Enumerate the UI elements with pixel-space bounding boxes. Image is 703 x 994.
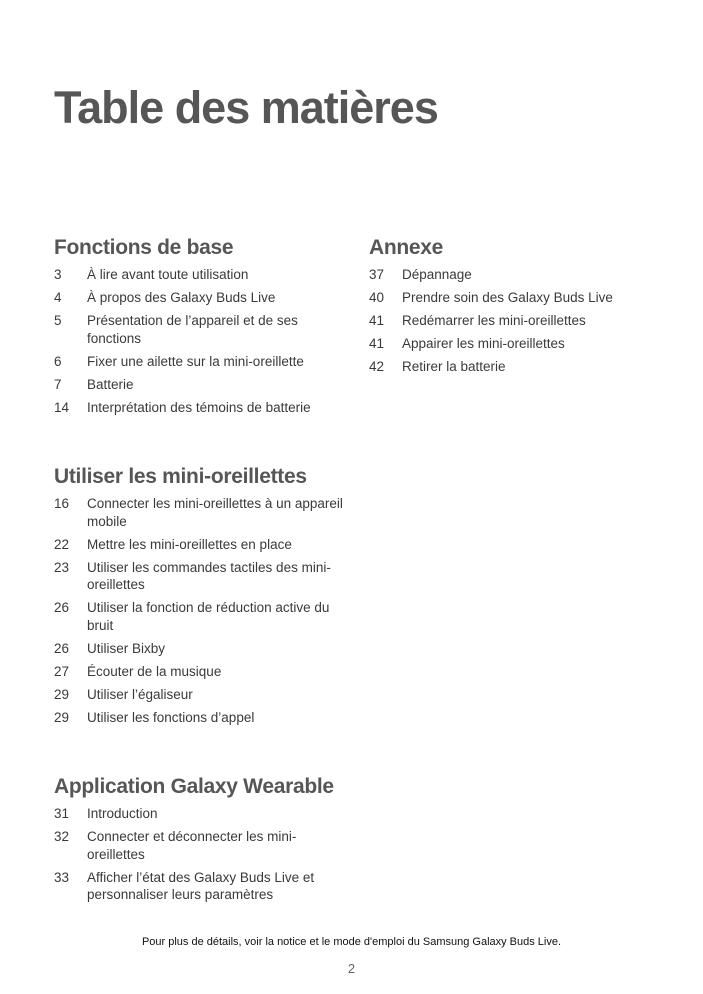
toc-entry[interactable] xyxy=(369,266,659,284)
toc-page-number: 29 xyxy=(54,709,70,725)
toc-entry[interactable] xyxy=(54,663,344,681)
toc-entry-label: Fixer une ailette sur la mini-oreillette xyxy=(87,353,304,369)
toc-page-number: 26 xyxy=(54,640,70,656)
toc-list xyxy=(369,266,659,376)
toc-page-number: 42 xyxy=(369,359,385,374)
toc-page-number: 33 xyxy=(54,869,70,885)
toc-page-number: 41 xyxy=(369,313,385,328)
toc-entry-label: À lire avant toute utilisation xyxy=(87,267,249,282)
toc-page-number: 27 xyxy=(54,663,70,679)
toc-entry[interactable] xyxy=(54,559,344,594)
toc-entry-label: Interprétation des témoins de batterie xyxy=(87,399,311,415)
page-title: Table des matières xyxy=(54,82,438,133)
toc-entry[interactable] xyxy=(54,266,344,284)
toc-entry[interactable] xyxy=(369,312,659,330)
toc-entry[interactable] xyxy=(54,640,344,658)
toc-page-number: 40 xyxy=(369,290,385,305)
toc-entry[interactable] xyxy=(54,805,344,823)
toc-entry[interactable] xyxy=(54,536,344,554)
toc-entry[interactable] xyxy=(54,828,344,863)
toc-entry-label: Écouter de la musique xyxy=(87,663,222,679)
toc-page-number: 29 xyxy=(54,686,70,702)
toc-entry-label: Retirer la batterie xyxy=(402,359,506,374)
toc-entry-label: Utiliser l’égaliseur xyxy=(87,686,193,702)
section-title: Fonctions de base xyxy=(54,236,234,259)
section-title: Utiliser les mini-oreillettes xyxy=(54,465,307,488)
toc-page-number: 3 xyxy=(54,267,62,282)
toc-page-number: 7 xyxy=(54,376,62,392)
section-annexe xyxy=(369,235,659,381)
page-number: 2 xyxy=(347,961,356,976)
toc-page-number: 16 xyxy=(54,496,70,511)
toc-entry-label: Connecter les mini-oreillettes à un appareil mobile xyxy=(87,496,343,529)
section-title: Application Galaxy Wearable xyxy=(54,775,334,798)
toc-page-number: 31 xyxy=(54,806,70,821)
toc-page-number: 5 xyxy=(54,313,62,328)
toc-page-number: 32 xyxy=(54,829,70,844)
toc-list xyxy=(54,266,344,416)
toc-list xyxy=(54,805,344,904)
toc-page-number: 41 xyxy=(369,336,385,351)
toc-entry-label: Utiliser la fonction de réduction active du bruit xyxy=(87,600,330,633)
toc-entry[interactable] xyxy=(54,495,344,530)
toc-entry-label: Introduction xyxy=(87,806,158,821)
toc-page-number: 26 xyxy=(54,600,70,615)
toc-entry[interactable] xyxy=(54,312,344,347)
toc-entry[interactable] xyxy=(54,869,344,904)
toc-page-number: 14 xyxy=(54,399,70,415)
toc-page-number: 22 xyxy=(54,536,70,552)
toc-entry-label: Présentation de l’appareil et de ses fonctions xyxy=(87,313,298,346)
section-title: Annexe xyxy=(369,236,444,259)
toc-page-number: 23 xyxy=(54,559,70,575)
toc-entry[interactable] xyxy=(54,686,344,704)
toc-list xyxy=(54,495,344,726)
toc-page-number: 37 xyxy=(369,267,385,282)
toc-entry-label: Prendre soin des Galaxy Buds Live xyxy=(402,290,613,305)
toc-entry-label: Appairer les mini-oreillettes xyxy=(402,336,565,351)
toc-entry[interactable] xyxy=(54,353,344,371)
toc-entry[interactable] xyxy=(54,599,344,634)
section-fonctions-de-base xyxy=(54,235,344,422)
footer-note: Pour plus de détails, voir la notice et le mode d'emploi du Samsung Galaxy Buds Live. xyxy=(141,936,562,948)
toc-page-number: 4 xyxy=(54,290,62,305)
toc-entry-label: Utiliser Bixby xyxy=(87,640,166,656)
section-utiliser-les-mini-oreillettes xyxy=(54,464,344,732)
toc-entry-label: Mettre les mini-oreillettes en place xyxy=(87,536,292,552)
toc-entry-label: Batterie xyxy=(87,376,134,392)
toc-entry[interactable] xyxy=(54,399,344,417)
toc-entry-label: Utiliser les fonctions d’appel xyxy=(87,709,255,725)
toc-entry-label: Afficher l’état des Galaxy Buds Live et personnaliser leurs paramètres xyxy=(87,869,315,902)
toc-entry-label: Utiliser les commandes tactiles des mini-oreillettes xyxy=(87,559,331,592)
toc-entry[interactable] xyxy=(369,289,659,307)
toc-entry[interactable] xyxy=(369,335,659,353)
toc-entry-label: Dépannage xyxy=(402,267,472,282)
section-application-galaxy-wearable xyxy=(54,774,344,909)
toc-page-number: 6 xyxy=(54,353,62,369)
toc-entry[interactable] xyxy=(369,358,659,376)
toc-entry[interactable] xyxy=(54,289,344,307)
toc-entry-label: À propos des Galaxy Buds Live xyxy=(87,290,276,305)
toc-entry-label: Connecter et déconnecter les mini-oreillettes xyxy=(87,829,297,862)
toc-entry-label: Redémarrer les mini-oreillettes xyxy=(402,313,586,328)
toc-entry[interactable] xyxy=(54,709,344,727)
toc-entry[interactable] xyxy=(54,376,344,394)
